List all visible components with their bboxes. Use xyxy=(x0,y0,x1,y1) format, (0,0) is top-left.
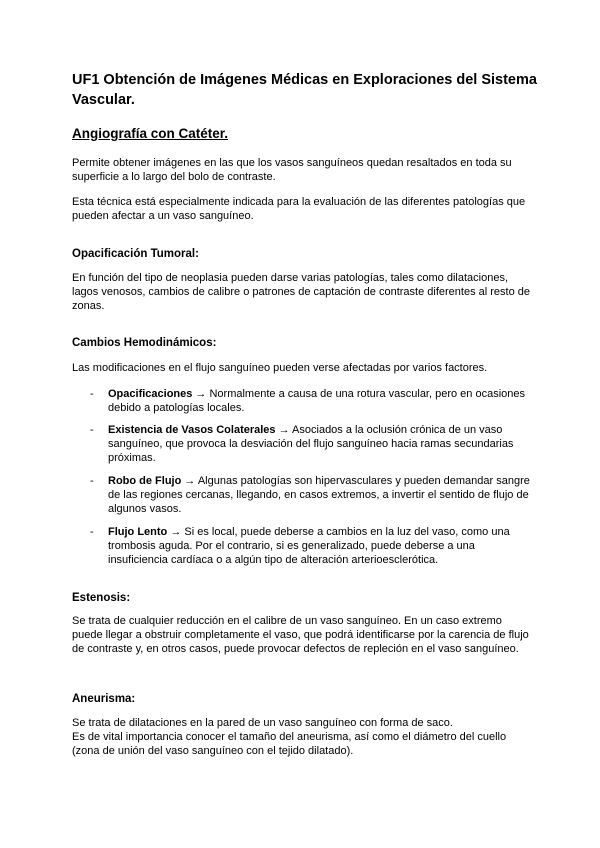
list-dash: - xyxy=(90,526,94,538)
document-title: UF1 Obtención de Imágenes Médicas en Exploraciones del Sistema Vascular. xyxy=(72,72,537,108)
heading-opacificacion-tumoral: Opacificación Tumoral: xyxy=(72,248,199,260)
paragraph-estenosis: Se trata de cualquier reducción en el calibre de un vaso sanguíneo. En un caso extremo puede llegar a obstruir completamente el vaso, que podrá identificarse por la carencia de flujo de contraste y, en otros casos, puede provocar defectos de repleción en el vaso sanguíneo. xyxy=(72,615,529,655)
paragraph-opacificacion-tumoral: En función del tipo de neoplasia pueden darse varias patologías, tales como dilataciones, lagos venosos, cambios de calibre o patrones de captación de contraste diferentes al resto de zonas. xyxy=(72,272,530,312)
paragraph-aneurisma-2: Es de vital importancia conocer el tamaño del aneurisma, así como el diámetro del cuello (zona de unión del vaso sanguíneo con el tejido dilatado). xyxy=(72,731,507,757)
list-dash: - xyxy=(90,424,94,436)
list-dash: - xyxy=(90,388,94,400)
section-title-angiografia: Angiografía con Catéter. xyxy=(72,126,229,141)
paragraph-cambios-hemodinamicos: Las modificaciones en el flujo sanguíneo pueden verse afectadas por varios factores. xyxy=(72,362,488,374)
heading-cambios-hemodinamicos: Cambios Hemodinámicos: xyxy=(72,337,217,349)
heading-aneurisma: Aneurisma: xyxy=(72,693,136,705)
list-item-description: → Normalmente a causa de una rotura vascular, pero en ocasiones debido a patologías locales. xyxy=(108,388,526,414)
heading-estenosis: Estenosis: xyxy=(72,592,131,604)
list-item-term: Opacificaciones xyxy=(108,388,193,400)
list-item-description: → Asociados a la oclusión crónica de un vaso sanguíneo, que provoca la desviación del flujo sanguíneo hacia ramas secundarias próximas. xyxy=(108,424,514,464)
paragraph-aneurisma-1: Se trata de dilataciones en la pared de un vaso sanguíneo con forma de saco. xyxy=(72,717,453,729)
list-item-term: Flujo Lento xyxy=(108,526,168,538)
intro-paragraph-1: Permite obtener imágenes en las que los vasos sanguíneos quedan resaltados en toda su superficie a lo largo del bolo de contraste. xyxy=(72,157,512,183)
list-item-description: → Algunas patologías son hipervasculares y pueden demandar sangre de las regiones cercanas, llegando, en casos extremos, a invertir el sentido de flujo de algunos vasos. xyxy=(108,475,530,515)
list-dash: - xyxy=(90,475,94,487)
list-item-term: Existencia de Vasos Colaterales xyxy=(108,424,276,436)
list-item-description: → Si es local, puede deberse a cambios en la luz del vaso, como una trombosis aguda. Por el contrario, si es generalizado, puede deberse a una insuficiencia cardíaca o a algún tipo de alteración arterioesclerótica. xyxy=(108,526,510,566)
intro-paragraph-2: Esta técnica está especialmente indicada para la evaluación de las diferentes patologías que pueden afectar a un vaso sanguíneo. xyxy=(72,196,526,222)
list-item-term: Robo de Flujo xyxy=(108,475,182,487)
